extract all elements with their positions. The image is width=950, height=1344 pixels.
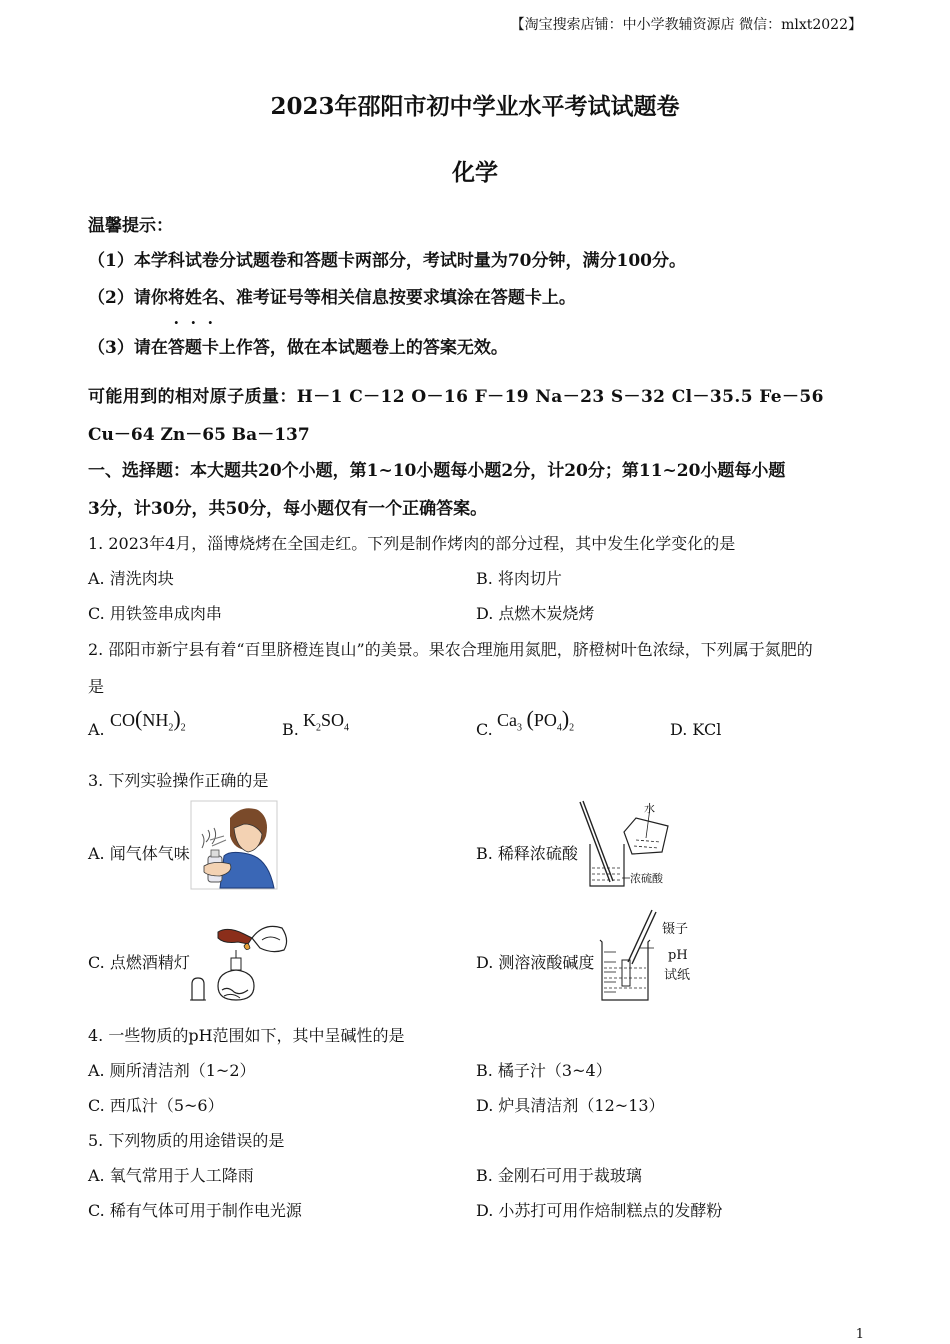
q3-b-acid-label: 浓硫酸 bbox=[630, 872, 663, 885]
q3-option-d: D. 测溶液酸碱度 bbox=[476, 953, 595, 972]
page-number: 1 bbox=[855, 1327, 864, 1342]
q2-option-a-formula: $CO(NH_2)_2$ bbox=[110, 706, 186, 734]
q1-option-b: B. 将肉切片 bbox=[476, 569, 562, 588]
section-1-line-1: 一、选择题：本大题共20个小题，第1~10小题每小题2分，计20分；第11~20小题每小题 bbox=[88, 461, 786, 481]
q2-option-a-label: A. bbox=[88, 720, 105, 739]
q1-stem: 1. 2023年4月，淄博烧烤在全国走红。下列是制作烤肉的部分过程，其中发生化学变化的是 bbox=[88, 534, 736, 553]
q2-option-d: D. KCl bbox=[670, 720, 722, 739]
q5-stem: 5. 下列物质的用途错误的是 bbox=[88, 1131, 285, 1150]
q4-option-b: B. 橘子汁（3~4） bbox=[476, 1061, 612, 1080]
q1-option-a: A. 清洗肉块 bbox=[88, 569, 174, 588]
q2-option-c-label: C. bbox=[476, 720, 493, 739]
q2-stem-line-1: 2. 邵阳市新宁县有着“百里脐橙连崀山”的美景。果农合理施用氮肥，脐橙树叶色浓绿，下列属于氮肥的 bbox=[88, 640, 813, 659]
q3-d-tweezers-label: 镊子 bbox=[662, 922, 689, 937]
q3-d-ph-label: pH bbox=[668, 948, 688, 963]
q1-option-c: C. 用铁签串成肉串 bbox=[88, 604, 222, 623]
q3-b-water-label: 水 bbox=[644, 802, 655, 815]
tip-3-emph-2: 题 bbox=[184, 338, 202, 358]
tip-2: （2）请你将姓名、准考证号等相关信息按要求填涂在答题卡上。 bbox=[88, 288, 576, 308]
q3-option-b: B. 稀释浓硫酸 bbox=[476, 844, 578, 863]
tip-3-emph-3: 卡 bbox=[201, 338, 219, 358]
tip-3-post: 上作答，做在本试题卷上的答案无效。 bbox=[218, 338, 508, 358]
q5-option-a: A. 氧气常用于人工降雨 bbox=[88, 1166, 254, 1185]
section-1-line-2: 3分，计30分，共50分，每小题仅有一个正确答案。 bbox=[88, 499, 488, 519]
header-note: 【淘宝搜索店铺：中小学教辅资源店 微信：mlxt2022】 bbox=[510, 17, 862, 33]
tips-heading: 温馨提示： bbox=[88, 216, 173, 236]
ph-test-illustration bbox=[596, 908, 662, 1004]
q3-option-c: C. 点燃酒精灯 bbox=[88, 953, 190, 972]
q3-stem: 3. 下列实验操作正确的是 bbox=[88, 771, 269, 790]
q4-option-d: D. 炉具清洁剂（12~13） bbox=[476, 1096, 665, 1115]
q1-option-d: D. 点燃木炭烧烤 bbox=[476, 604, 595, 623]
tip-1: （1）本学科试卷分试题卷和答题卡两部分，考试时量为70分钟，满分100分。 bbox=[88, 251, 686, 271]
subject-title: 化学 bbox=[452, 159, 498, 186]
q3-option-a: A. 闻气体气味 bbox=[88, 844, 190, 863]
q4-stem: 4. 一些物质的pH范围如下，其中呈碱性的是 bbox=[88, 1026, 405, 1045]
q5-option-c: C. 稀有气体可用于制作电光源 bbox=[88, 1201, 302, 1220]
q5-option-b: B. 金刚石可用于裁玻璃 bbox=[476, 1166, 642, 1185]
atomic-masses-line-1: 可能用到的相对原子质量：H－1 C－12 O－16 F－19 Na－23 S－32 Cl－35.5 Fe－56 bbox=[88, 387, 824, 407]
q2-option-c-formula: $Ca_3$ $(PO_4)_2$ bbox=[497, 706, 575, 734]
q2-stem-line-2: 是 bbox=[88, 677, 105, 696]
dilute-acid-illustration bbox=[578, 798, 678, 890]
q3-d-paper-label: 试纸 bbox=[664, 968, 691, 983]
tip-3 bbox=[88, 333, 508, 358]
alcohol-lamp-illustration bbox=[188, 920, 294, 1004]
q2-option-b-formula: $K_2SO_4$ bbox=[303, 710, 350, 734]
smell-gas-illustration bbox=[190, 800, 278, 890]
q4-option-c: C. 西瓜汁（5~6） bbox=[88, 1096, 224, 1115]
tip-3-emph-1: 答 bbox=[167, 338, 185, 358]
q5-option-d: D. 小苏打可用作焙制糕点的发酵粉 bbox=[476, 1201, 723, 1220]
q4-option-a: A. 厕所清洁剂（1~2） bbox=[88, 1061, 256, 1080]
page-title: 2023年邵阳市初中学业水平考试试题卷 bbox=[270, 93, 680, 120]
tip-3-pre: （3）请在 bbox=[88, 338, 168, 358]
atomic-masses-line-2: Cu－64 Zn－65 Ba－137 bbox=[88, 425, 310, 445]
q2-option-b-label: B. bbox=[282, 720, 299, 739]
